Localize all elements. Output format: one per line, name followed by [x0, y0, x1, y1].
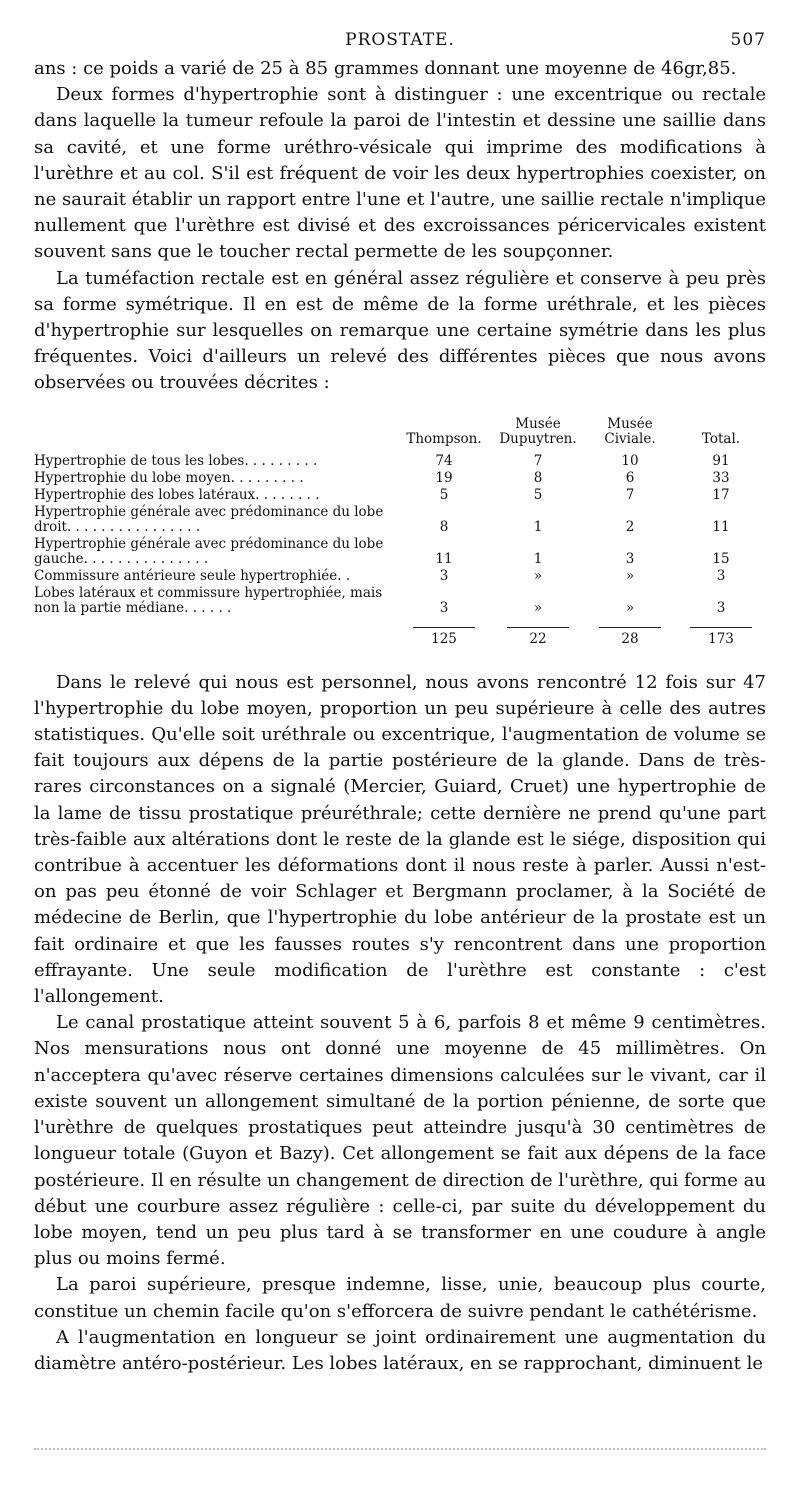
cell-dupuytren: 5: [533, 486, 543, 503]
row-label: Hypertrophie de tous les lobes. . . . . . . . .: [34, 452, 318, 469]
total-value: 173: [708, 630, 734, 647]
footer-bleed-line: [34, 1448, 766, 1450]
statistics-table: [34, 417, 766, 648]
cell-thompson: 3: [439, 567, 449, 584]
row-label: Lobes latéraux et commissure hypertrophiée, mais non la partie médiane. . . . . .: [34, 584, 383, 616]
cell-civiale: 6: [625, 469, 635, 486]
cell-civiale: 2: [625, 518, 635, 535]
book-page: [34, 30, 766, 1377]
cell-total: 11: [712, 518, 730, 535]
cell-civiale: 10: [621, 452, 639, 469]
cell-thompson: 11: [435, 550, 453, 567]
table-row: [34, 470, 766, 487]
paragraph: La tuméfaction rectale est en général assez régulière et conserve à peu près sa forme symétrique. Il en est de même de la forme uréthrale, et les pièces d'hypertrophie sur lesquelles on remarque une certaine symétrie dans les plus fréquentes. Voici d'ailleurs un relevé des différentes pièces que nous avons observées ou trouvées décrites :: [34, 267, 766, 394]
table-row: [34, 487, 766, 504]
column-header: Thompson.: [406, 430, 482, 447]
cell-thompson: 3: [439, 599, 449, 616]
row-label: Hypertrophie des lobes latéraux. . . . . . . .: [34, 486, 320, 503]
cell-dupuytren: 8: [533, 469, 543, 486]
cell-total: 3: [716, 567, 726, 584]
cell-dupuytren: 7: [533, 452, 543, 469]
cell-dupuytren: »: [533, 599, 543, 616]
totals-label-blank: [34, 617, 396, 648]
cell-total: 33: [712, 469, 730, 486]
totals-row: [34, 617, 766, 648]
page-number: 507: [730, 30, 766, 50]
sum-rule: [599, 627, 661, 628]
cell-thompson: 74: [435, 452, 453, 469]
total-civiale: [584, 617, 676, 648]
cell-total: 15: [712, 550, 730, 567]
paragraph: A l'augmentation en longueur se joint ordinairement une augmentation du diamètre antéro-postérieur. Les lobes latéraux, en se rapprochant, diminuent le: [34, 1326, 766, 1374]
paragraph: Dans le relevé qui nous est personnel, nous avons rencontré 12 fois sur 47 l'hypertrophie du lobe moyen, proportion un peu supérieure à celle des autres statistiques. Qu'elle soit uréthrale ou excentrique, l'augmentation de volume se fait toujours aux dépens de la partie postérieure de la glande. Dans de très-rares circonstances on a signalé (Mercier, Guiard, Cruet) une hypertrophie de la lame de tissu prostatique préuréthrale; cette dernière ne prend qu'une part très-faible aux altérations dont le reste de la glande est le siége, disposition qui contribue à accentuer les déformations dont il nous reste à parler. Aussi n'est-on pas peu étonné de voir Schlager et Bergmann proclamer, à la Société de médecine de Berlin, que l'hypertrophie du lobe antérieur de la prostate est un fait ordinaire et que les fausses routes s'y rencontrent dans une proportion effrayante. Une seule modification de l'urèthre est constante : c'est l'allongement.: [34, 671, 766, 1008]
cell-thompson: 8: [439, 518, 449, 535]
total-value: 28: [621, 630, 639, 647]
row-label: Hypertrophie générale avec prédominance du lobe droit. . . . . . . . . . . . . . . .: [34, 503, 384, 535]
table-header-row: [34, 417, 766, 453]
total-thompson: [396, 617, 492, 648]
cell-civiale: »: [625, 567, 635, 584]
running-title: PROSTATE.: [345, 30, 455, 50]
cell-dupuytren: »: [533, 567, 543, 584]
table-row: [34, 504, 766, 536]
table-row: [34, 453, 766, 470]
cell-civiale: 3: [625, 550, 635, 567]
table-row: [34, 585, 766, 617]
cell-total: 3: [716, 599, 726, 616]
column-header: Total.: [701, 430, 741, 447]
column-header: Musée Civiale.: [604, 415, 656, 447]
running-header: [34, 30, 766, 56]
sum-rule: [507, 627, 569, 628]
body-text-continued: [34, 670, 766, 1377]
cell-civiale: »: [625, 599, 635, 616]
row-label: Commissure antérieure seule hypertrophiée. .: [34, 567, 351, 584]
cell-dupuytren: 1: [533, 518, 543, 535]
cell-dupuytren: 1: [533, 550, 543, 567]
paragraph: Le canal prostatique atteint souvent 5 à 6, parfois 8 et même 9 centimètres. Nos mensurations nous ont donné une moyenne de 45 millimètres. On n'acceptera qu'avec réserve certaines dimensions calculées sur le vivant, car il existe souvent un allongement simultané de la portion pénienne, de sorte que l'urèthre de quelques prostatiques peut atteindre jusqu'à 30 centimètres de longueur totale (Guyon et Bazy). Cet allongement se fait aux dépens de la face postérieure. Il en résulte un changement de direction de l'urèthre, qui forme au début une courbure assez régulière : celle-ci, par suite du développement du lobe moyen, tend un peu plus tard à se transformer en une coudure à angle plus ou moins fermé.: [34, 1012, 766, 1270]
table-header-blank: [34, 417, 396, 453]
cell-total: 17: [712, 486, 730, 503]
sum-rule: [690, 627, 752, 628]
cell-civiale: 7: [625, 486, 635, 503]
row-label: Hypertrophie du lobe moyen. . . . . . . . .: [34, 469, 304, 486]
cell-total: 91: [712, 452, 730, 469]
total-value: 22: [529, 630, 547, 647]
total-value: 125: [431, 630, 457, 647]
paragraph: Deux formes d'hypertrophie sont à distinguer : une excentrique ou rectale dans laquelle la tumeur refoule la paroi de l'intestin et dessine une saillie dans sa cavité, et une forme uréthro-vésicale qui imprime des modifications à l'urèthre et au col. S'il est fréquent de voir les deux hypertrophies coexister, on ne saurait établir un rapport entre l'une et l'autre, une saillie rectale n'implique nullement que l'urèthre est divisé et des excroissances péricervicales existent souvent sans que le toucher rectal permette de les soupçonner.: [34, 84, 766, 263]
table-row: [34, 568, 766, 585]
paragraph: La paroi supérieure, presque indemne, lisse, unie, beaucoup plus courte, constitue un chemin facile qu'on s'efforcera de suivre pendant le cathétérisme.: [34, 1274, 766, 1322]
row-label: Hypertrophie générale avec prédominance du lobe gauche. . . . . . . . . . . . . . .: [34, 535, 384, 567]
total-overall: [676, 617, 766, 648]
cell-thompson: 5: [439, 486, 449, 503]
sum-rule: [413, 627, 475, 628]
total-dupuytren: [492, 617, 584, 648]
column-header: Musée Dupuytren.: [499, 415, 577, 447]
table-row: [34, 536, 766, 568]
cell-thompson: 19: [435, 469, 453, 486]
paragraph: ans : ce poids a varié de 25 à 85 grammes donnant une moyenne de 46gr,85.: [34, 58, 737, 79]
